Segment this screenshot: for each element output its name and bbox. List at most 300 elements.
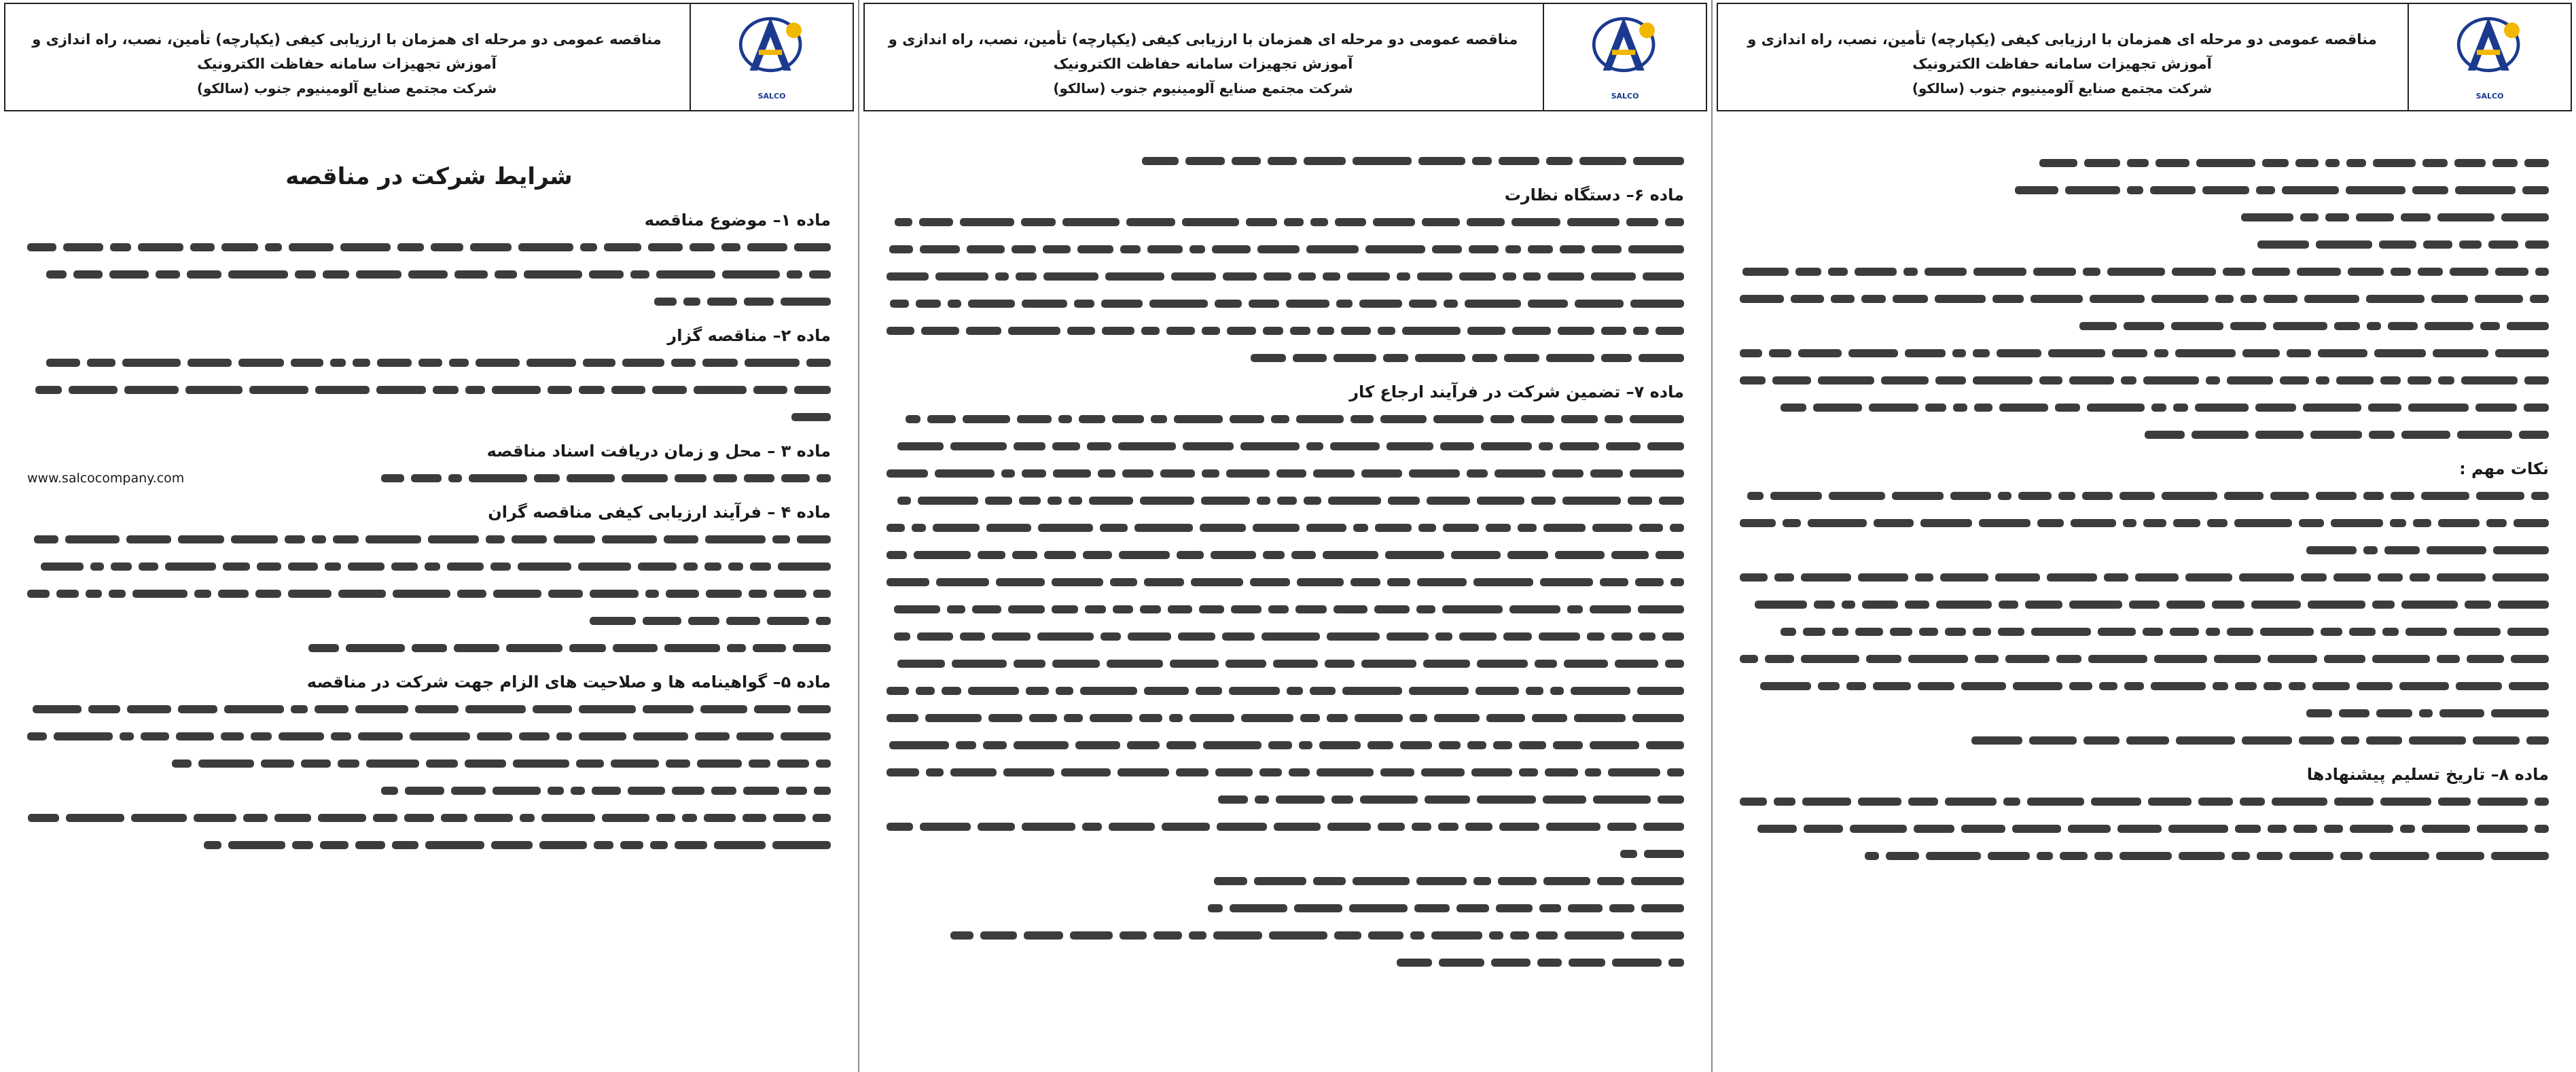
- text-word: [1120, 245, 1141, 253]
- text-word: [992, 632, 1031, 641]
- text-word: [666, 760, 690, 768]
- text-word: [185, 386, 243, 394]
- text-word: [441, 814, 467, 822]
- text-line: [887, 350, 1684, 366]
- text-word: [2162, 492, 2217, 500]
- text-word: [1975, 655, 1999, 663]
- text-word: [1128, 632, 1171, 641]
- text-word: [1518, 524, 1537, 532]
- text-word: [2069, 601, 2122, 609]
- text-line: [887, 683, 1684, 699]
- text-word: [2037, 519, 2064, 527]
- text-word: [2287, 349, 2311, 357]
- text-word: [960, 632, 985, 641]
- text-word: [1120, 931, 1147, 940]
- text-word: [777, 760, 809, 768]
- text-word: [916, 300, 941, 308]
- text-word: [2084, 159, 2120, 167]
- text-word: [2380, 376, 2401, 385]
- text-word: [2336, 376, 2374, 385]
- text-word: [753, 644, 786, 652]
- list-item: [1740, 651, 2549, 721]
- text-word: [454, 644, 499, 652]
- text-word: [1359, 300, 1402, 308]
- text-word: [231, 535, 278, 543]
- text-word: [1795, 268, 1821, 276]
- text-word: [1414, 904, 1450, 912]
- text-word: [2252, 268, 2290, 276]
- text-word: [198, 760, 254, 768]
- text-word: [887, 524, 905, 532]
- text-word: [743, 814, 766, 822]
- text-word: [1798, 349, 1842, 357]
- text-word: [73, 270, 103, 279]
- text-word: [1102, 327, 1134, 335]
- text-word: [415, 705, 459, 713]
- text-word: [767, 617, 809, 625]
- text-word: [2454, 159, 2486, 167]
- text-word: [2192, 431, 2249, 439]
- text-word: [1555, 551, 1605, 559]
- text-word: [1365, 245, 1425, 253]
- text-word: [1259, 768, 1282, 776]
- text-line: [887, 764, 1684, 781]
- header-title-line2: شرکت مجتمع صنایع آلومینیوم جنوب (سالکو): [196, 80, 497, 96]
- text-word: [2289, 682, 2306, 690]
- text-word: [1643, 272, 1684, 281]
- list-item: [1740, 569, 2549, 640]
- text-word: [1212, 245, 1251, 253]
- text-word: [1434, 714, 1480, 722]
- text-word: [1089, 497, 1133, 505]
- text-word: [2262, 159, 2289, 167]
- text-word: [2524, 159, 2549, 167]
- text-word: [2491, 852, 2549, 860]
- text-word: [1044, 551, 1076, 559]
- text-word: [694, 386, 747, 394]
- text-word: [2306, 546, 2357, 554]
- text-word: [63, 243, 103, 251]
- text-word: [556, 732, 572, 740]
- text-word: [41, 562, 84, 571]
- text-word: [2408, 404, 2469, 412]
- text-word: [1740, 295, 1784, 303]
- text-word: [950, 931, 973, 940]
- text-word: [2374, 349, 2426, 357]
- text-word: [1087, 442, 1111, 450]
- page-header: [863, 3, 1707, 111]
- text-word: [1442, 605, 1503, 613]
- logo-caption: SALCO: [757, 92, 786, 101]
- text-word: [2382, 628, 2399, 636]
- text-word: [1471, 768, 1512, 776]
- text-word: [495, 270, 517, 279]
- text-word: [1334, 354, 1376, 362]
- text-word: [1410, 714, 1427, 722]
- text-word: [1052, 578, 1103, 586]
- text-word: [1387, 442, 1433, 450]
- text-word: [2112, 349, 2147, 357]
- text-word: [1630, 415, 1684, 423]
- text-word: [1291, 551, 1316, 559]
- text-word: [340, 243, 391, 251]
- text-word: [1597, 877, 1624, 885]
- list-item: [27, 810, 831, 853]
- text-word: [1656, 551, 1684, 559]
- text-word: [2346, 186, 2405, 194]
- text-word: [526, 359, 576, 367]
- section-heading: ماده ۲– مناقصه گزار: [667, 326, 831, 345]
- list-item: [1740, 732, 2549, 749]
- text-word: [1336, 300, 1353, 308]
- text-word: [1523, 272, 1541, 281]
- text-word: [1064, 714, 1083, 722]
- text-word: [2357, 682, 2393, 690]
- text-word: [1058, 415, 1072, 423]
- text-word: [2341, 736, 2359, 745]
- list-item: [887, 900, 1684, 916]
- text-word: [675, 841, 707, 849]
- text-word: [1818, 682, 1840, 690]
- text-word: [2031, 628, 2091, 636]
- text-word: [2312, 682, 2350, 690]
- text-word: [2456, 682, 2502, 690]
- text-word: [947, 605, 965, 613]
- text-line: [27, 558, 831, 575]
- list-item: [887, 927, 1684, 944]
- text-word: [722, 270, 780, 279]
- text-word: [952, 660, 1007, 668]
- text-word: [397, 243, 424, 251]
- text-word: [814, 787, 831, 795]
- text-word: [2438, 376, 2454, 385]
- text-word: [656, 270, 715, 279]
- text-word: [936, 578, 989, 586]
- text-word: [2525, 240, 2549, 249]
- text-word: [1231, 605, 1262, 613]
- text-word: [1828, 268, 1848, 276]
- text-word: [1153, 931, 1182, 940]
- text-word: [2378, 573, 2403, 582]
- website-link[interactable]: www.salcocompany.com: [27, 471, 185, 486]
- text-word: [1183, 442, 1234, 450]
- text-word: [1229, 687, 1280, 695]
- text-word: [1056, 687, 1073, 695]
- text-word: [447, 562, 484, 571]
- text-word: [744, 474, 774, 482]
- text-word: [1781, 404, 1806, 412]
- text-word: [1858, 798, 1901, 806]
- header-title-line1: مناقصه عمومی دو مرحله ای همزمان با ارزیابی کیفی (یکپارچه) تأمین، نصب، راه اندازی و آموزش تجهیزات سامانه حفاظت الکترونیک: [32, 31, 662, 72]
- section-heading: ماده ۳ – محل و زمان دریافت اسناد مناقصه: [486, 442, 831, 461]
- text-word: [1083, 551, 1112, 559]
- text-word: [2260, 628, 2314, 636]
- text-word: [2135, 573, 2179, 582]
- text-word: [1416, 605, 1435, 613]
- text-word: [2433, 349, 2488, 357]
- text-line: [887, 411, 1684, 427]
- text-word: [1747, 492, 1764, 500]
- text-word: [594, 841, 613, 849]
- text-word: [2151, 295, 2208, 303]
- text-word: [1230, 904, 1287, 912]
- text-word: [1908, 655, 1968, 663]
- text-word: [2127, 159, 2149, 167]
- text-word: [1546, 157, 1573, 165]
- text-word: [1546, 823, 1600, 831]
- text-word: [1227, 327, 1256, 335]
- text-word: [2273, 322, 2327, 330]
- text-line: [27, 640, 831, 656]
- text-word: [1950, 492, 1991, 500]
- text-word: [2151, 682, 2206, 690]
- text-word: [1331, 796, 1353, 804]
- text-line: [1740, 705, 2549, 721]
- list-item: [1740, 236, 2549, 253]
- text-word: [2234, 519, 2292, 527]
- text-word: [2143, 519, 2166, 527]
- text-word: [2459, 240, 2482, 249]
- text-word: [2461, 376, 2518, 385]
- text-word: [650, 841, 668, 849]
- text-word: [2071, 519, 2116, 527]
- salco-logo-icon: [2446, 11, 2535, 82]
- text-word: [980, 931, 1017, 940]
- text-word: [2094, 852, 2113, 860]
- text-word: [2316, 376, 2329, 385]
- text-word: [1273, 660, 1318, 668]
- text-word: [2223, 268, 2245, 276]
- text-word: [204, 841, 221, 849]
- text-word: [711, 787, 736, 795]
- text-word: [2495, 349, 2549, 357]
- text-word: [1519, 768, 1538, 776]
- section-heading: ماده ۶– دستگاه نظارت: [1504, 185, 1684, 204]
- text-word: [1253, 524, 1300, 532]
- text-word: [935, 469, 995, 478]
- text-word: [2366, 295, 2425, 303]
- text-line: [1740, 209, 2549, 226]
- text-word: [1199, 605, 1224, 613]
- header-title: [1728, 27, 2397, 101]
- text-word: [2154, 349, 2168, 357]
- text-line: [1740, 624, 2549, 640]
- text-word: [325, 562, 341, 571]
- text-word: [1361, 469, 1402, 478]
- text-word: [465, 705, 526, 713]
- text-word: [1166, 741, 1196, 749]
- text-word: [448, 474, 462, 482]
- text-word: [1246, 218, 1277, 226]
- text-word: [533, 705, 572, 713]
- text-word: [1440, 442, 1474, 450]
- text-word: [914, 551, 971, 559]
- text-word: [1637, 687, 1684, 695]
- text-word: [1418, 157, 1465, 165]
- text-word: [373, 814, 397, 822]
- text-word: [1465, 823, 1492, 831]
- text-word: [1569, 959, 1605, 967]
- text-word: [2172, 268, 2216, 276]
- text-word: [813, 590, 831, 598]
- text-word: [1609, 904, 1634, 912]
- text-word: [1327, 632, 1380, 641]
- text-word: [2264, 295, 2297, 303]
- text-word: [2457, 431, 2512, 439]
- text-word: [425, 562, 440, 571]
- text-line: [887, 241, 1684, 257]
- text-word: [122, 359, 181, 367]
- text-word: [2477, 798, 2528, 806]
- text-word: [120, 732, 134, 740]
- text-word: [87, 359, 115, 367]
- text-word: [2235, 682, 2257, 690]
- text-word: [1481, 442, 1532, 450]
- text-word: [690, 243, 715, 251]
- text-word: [798, 705, 831, 713]
- text-word: [2206, 376, 2220, 385]
- text-word: [1287, 687, 1303, 695]
- text-word: [2511, 655, 2549, 663]
- text-word: [1760, 682, 1811, 690]
- text-word: [1387, 578, 1410, 586]
- text-word: [1667, 768, 1684, 776]
- text-word: [2369, 431, 2395, 439]
- text-word: [1052, 442, 1080, 450]
- text-word: [474, 814, 513, 822]
- text-word: [2124, 682, 2144, 690]
- text-word: [492, 386, 541, 394]
- text-word: [404, 814, 434, 822]
- text-line: [1740, 372, 2549, 389]
- text-word: [1350, 415, 1374, 423]
- text-word: [1850, 825, 1907, 833]
- text-word: [315, 386, 370, 394]
- text-line: [27, 239, 831, 255]
- text-word: [1459, 632, 1497, 641]
- text-word: [1592, 524, 1632, 532]
- text-word: [1469, 245, 1499, 253]
- text-word: [2087, 404, 2145, 412]
- text-word: [2301, 573, 2327, 582]
- text-word: [633, 732, 688, 740]
- text-line: [1740, 291, 2549, 307]
- text-word: [1543, 796, 1586, 804]
- paragraph: [27, 531, 831, 629]
- text-word: [221, 732, 244, 740]
- text-line: [887, 900, 1684, 916]
- text-word: [1277, 497, 1297, 505]
- text-word: [2175, 349, 2236, 357]
- text-line: [887, 819, 1684, 835]
- text-word: [1540, 578, 1593, 586]
- text-word: [1296, 415, 1344, 423]
- text-word: [794, 243, 831, 251]
- text-word: [1328, 497, 1381, 505]
- text-word: [1633, 157, 1684, 165]
- text-word: [1952, 349, 1966, 357]
- text-word: [1274, 823, 1321, 831]
- text-word: [1639, 524, 1663, 532]
- text-word: [1808, 519, 1867, 527]
- text-word: [1223, 272, 1257, 281]
- text-word: [433, 386, 459, 394]
- text-word: [727, 644, 746, 652]
- header-title-line1: مناقصه عمومی دو مرحله ای همزمان با ارزیابی کیفی (یکپارچه) تأمین، نصب، راه اندازی و آموزش تجهیزات سامانه حفاظت الکترونیک: [888, 31, 1518, 72]
- text-word: [1539, 904, 1561, 912]
- text-word: [285, 535, 305, 543]
- text-word: [2331, 519, 2383, 527]
- text-word: [1632, 714, 1684, 722]
- text-word: [2148, 798, 2192, 806]
- text-word: [88, 705, 120, 713]
- text-word: [622, 359, 664, 367]
- text-line: [27, 586, 831, 602]
- text-word: [2060, 852, 2088, 860]
- text-line: [1740, 427, 2549, 443]
- text-word: [156, 270, 180, 279]
- text-word: [2363, 492, 2384, 500]
- text-word: [1560, 442, 1599, 450]
- text-word: [1427, 497, 1470, 505]
- text-word: [358, 732, 403, 740]
- text-word: [1537, 959, 1562, 967]
- text-word: [1421, 768, 1465, 776]
- text-word: [773, 814, 806, 822]
- text-word: [948, 300, 961, 308]
- text-word: [1774, 573, 1794, 582]
- text-word: [2240, 798, 2265, 806]
- text-word: [1323, 551, 1378, 559]
- text-word: [2124, 322, 2164, 330]
- text-word: [1633, 327, 1649, 335]
- text-word: [1425, 796, 1470, 804]
- text-word: [2170, 628, 2199, 636]
- text-word: [887, 687, 909, 695]
- text-word: [279, 732, 324, 740]
- text-word: [926, 768, 944, 776]
- text-word: [1022, 300, 1067, 308]
- text-word: [1546, 354, 1594, 362]
- text-word: [887, 469, 928, 478]
- text-word: [1061, 768, 1111, 776]
- text-word: [548, 787, 564, 795]
- text-word: [2303, 404, 2361, 412]
- text-word: [672, 787, 704, 795]
- text-word: [1914, 825, 1954, 833]
- text-word: [1433, 415, 1484, 423]
- text-word: [1974, 404, 1992, 412]
- text-word: [1848, 349, 1898, 357]
- text-word: [1774, 798, 1795, 806]
- text-word: [1503, 272, 1516, 281]
- text-word: [381, 787, 398, 795]
- text-word: [1658, 796, 1684, 804]
- page-body: [27, 136, 831, 1058]
- text-word: [2056, 655, 2081, 663]
- text-word: [2240, 295, 2257, 303]
- text-word: [1742, 268, 1789, 276]
- text-word: [1472, 157, 1492, 165]
- text-word: [2242, 349, 2280, 357]
- text-word: [1435, 632, 1452, 641]
- text-word: [809, 270, 831, 279]
- text-word: [1608, 768, 1660, 776]
- salco-logo-icon: [728, 11, 817, 82]
- text-word: [1926, 852, 1981, 860]
- text-word: [569, 644, 606, 652]
- text-word: [622, 474, 668, 482]
